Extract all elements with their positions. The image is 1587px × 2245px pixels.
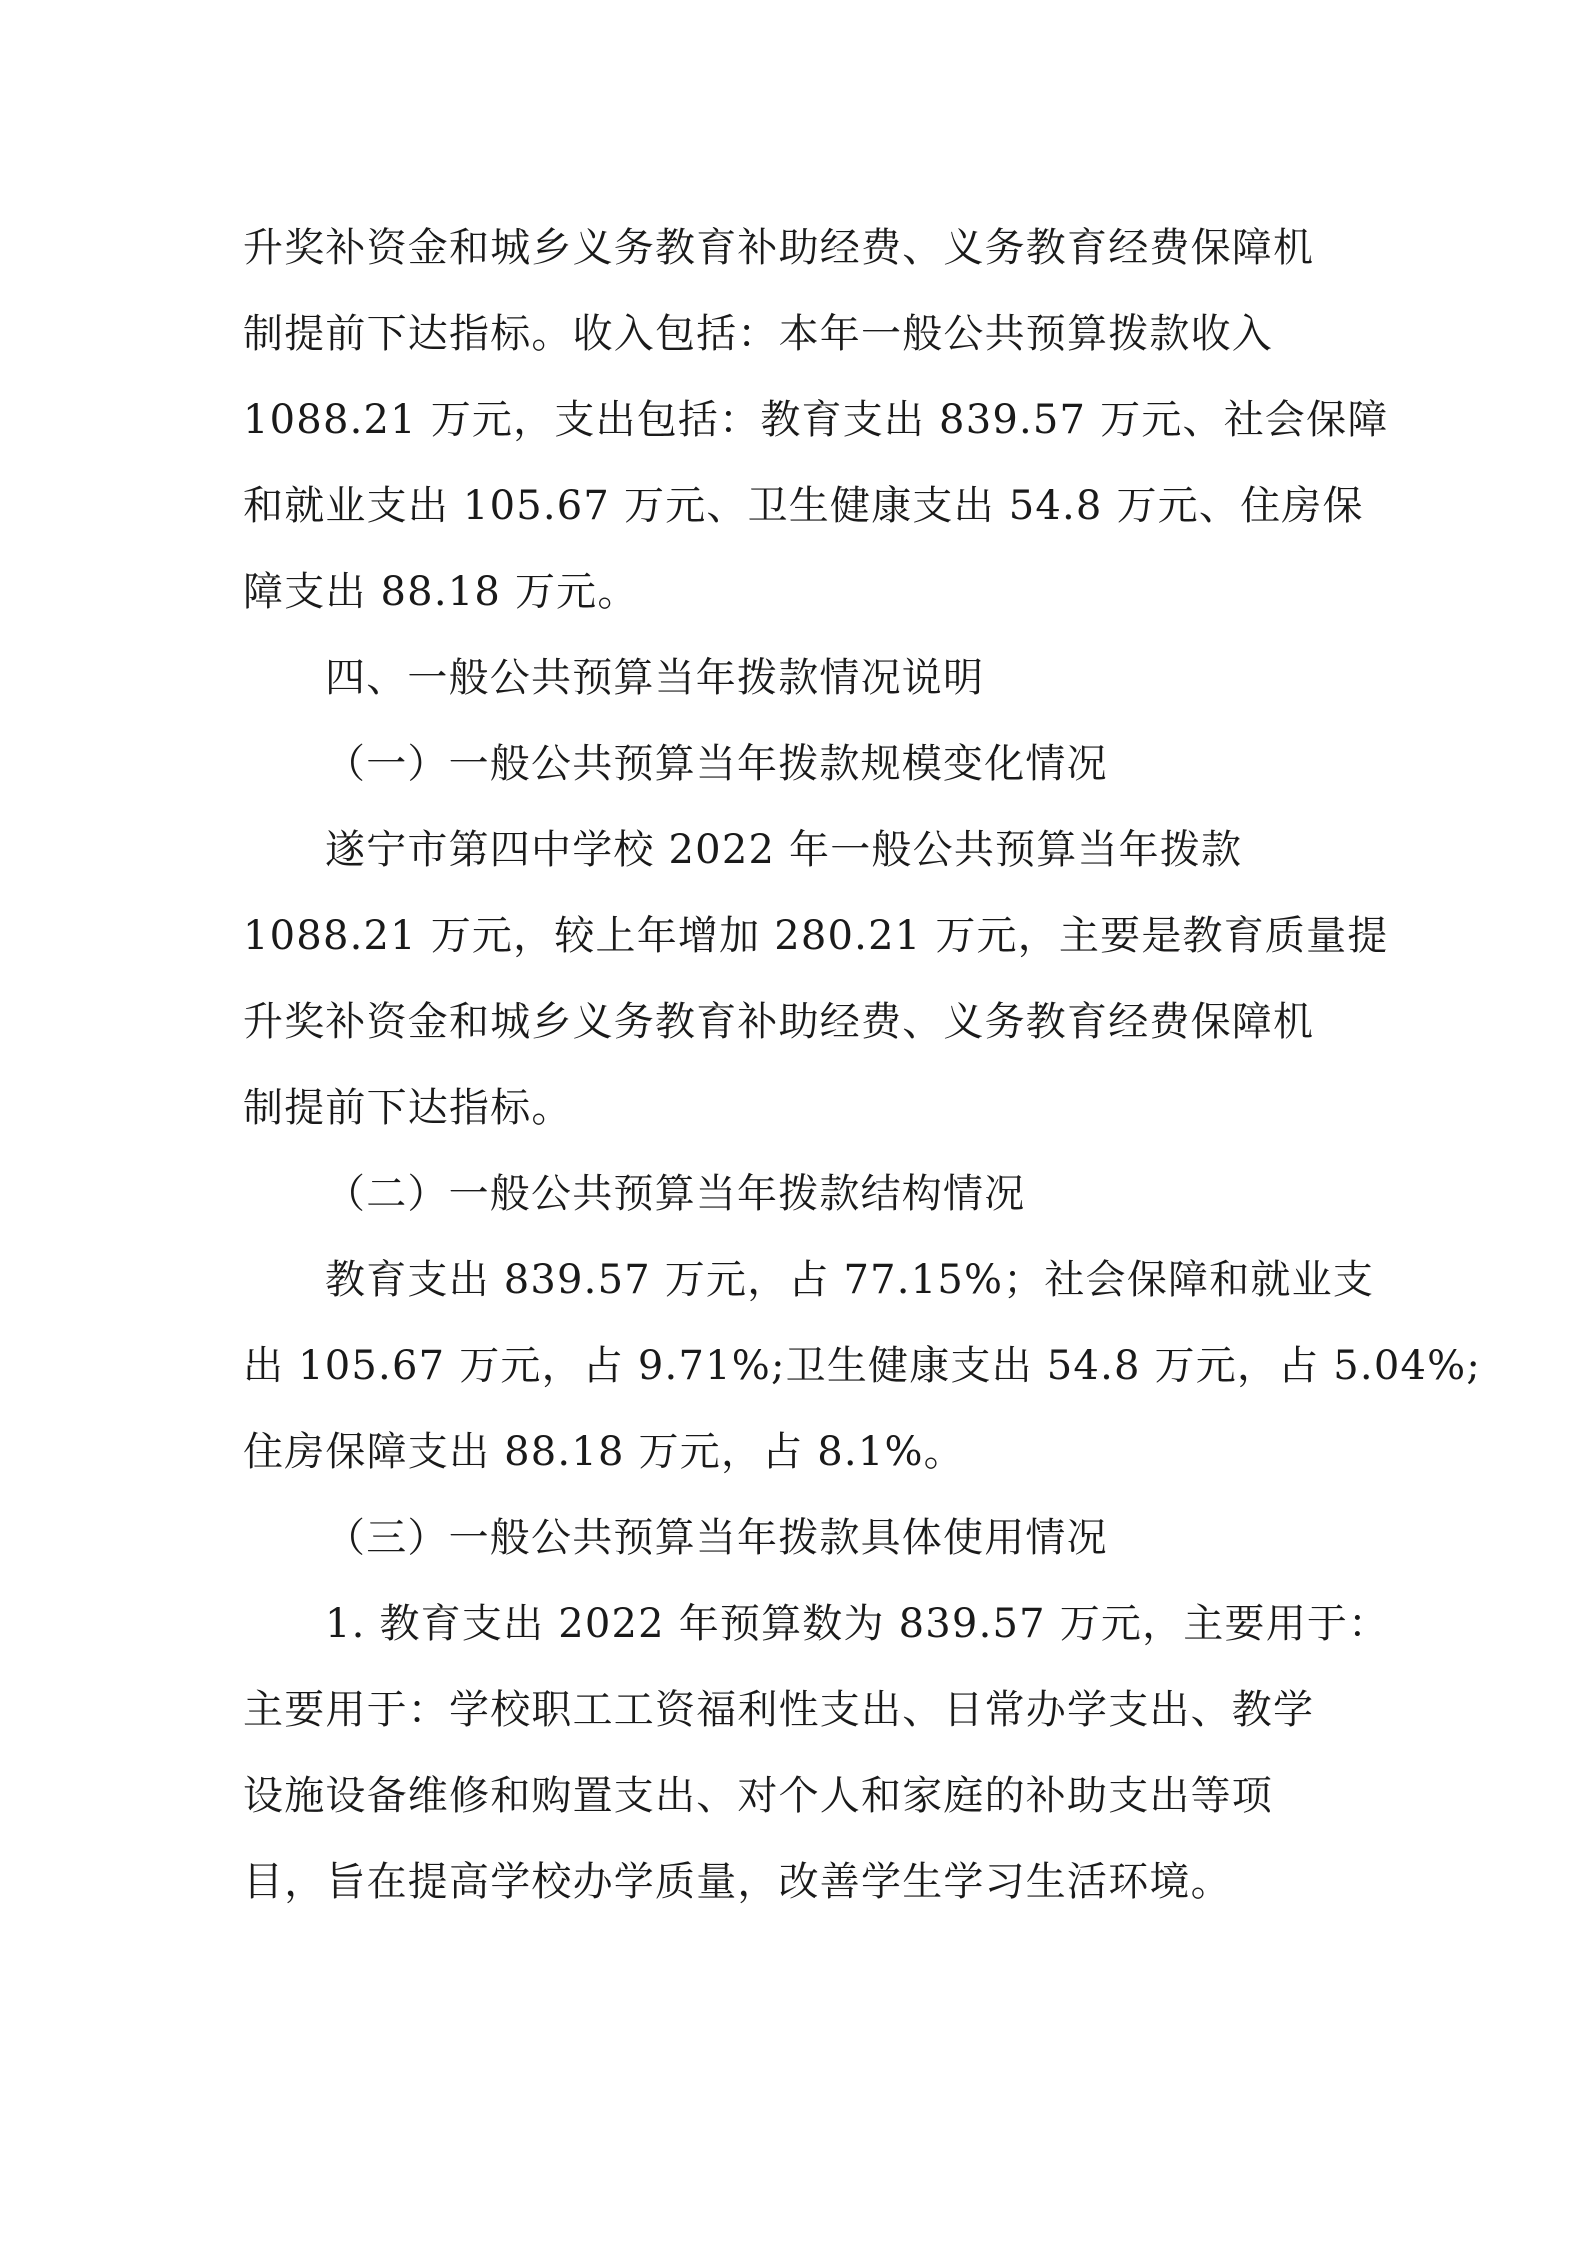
heading-text: （三）一般公共预算当年拨款具体使用情况 [325,1515,1108,1561]
heading-text: 四、一般公共预算当年拨款情况说明 [325,655,985,701]
text-line: 和就业支出 105.67 万元、卫生健康支出 54.8 万元、住房保 [243,483,1364,529]
text-line: 住房保障支出 88.18 万元，占 8.1%。 [243,1429,965,1475]
text-line: 主要用于：学校职工工资福利性支出、日常办学支出、教学 [243,1687,1315,1733]
text-line: 制提前下达指标。 [243,1085,573,1131]
text-line: 出 105.67 万元，占 9.71%;卫生健康支出 54.8 万元，占 5.04%; [243,1343,1482,1389]
heading-text: （二）一般公共预算当年拨款结构情况 [325,1171,1026,1217]
text-line: 目，旨在提高学校办学质量，改善学生学习生活环境。 [243,1859,1232,1905]
text-line: 遂宁市第四中学校 2022 年一般公共预算当年拨款 [325,827,1243,873]
text-line: 1. 教育支出 2022 年预算数为 839.57 万元，主要用于： [325,1601,1390,1647]
paragraph-usage [243,1581,1390,1925]
paragraph-income-expense-summary [243,205,1389,635]
text-line: 制提前下达指标。收入包括：本年一般公共预算拨款收入 [243,311,1273,357]
subsection-heading-structure [243,1151,1353,1237]
heading-text: （一）一般公共预算当年拨款规模变化情况 [325,741,1108,787]
text-line: 教育支出 839.57 万元，占 77.15%；社会保障和就业支 [325,1257,1375,1303]
text-line: 障支出 88.18 万元。 [243,569,639,615]
section-heading-4 [243,635,1353,721]
text-line: 升奖补资金和城乡义务教育补助经费、义务教育经费保障机 [243,999,1315,1045]
text-line: 1088.21 万元，支出包括：教育支出 839.57 万元、社会保障 [243,397,1389,443]
text-line: 设施设备维修和购置支出、对个人和家庭的补助支出等项 [243,1773,1273,1819]
paragraph-scale-change [243,807,1389,1151]
text-line: 1088.21 万元，较上年增加 280.21 万元，主要是教育质量提 [243,913,1389,959]
subsection-heading-scale-change [243,721,1353,807]
text-line: 升奖补资金和城乡义务教育补助经费、义务教育经费保障机 [243,225,1315,271]
paragraph-structure [243,1237,1482,1495]
subsection-heading-usage [243,1495,1353,1581]
document-body [243,205,1482,1925]
